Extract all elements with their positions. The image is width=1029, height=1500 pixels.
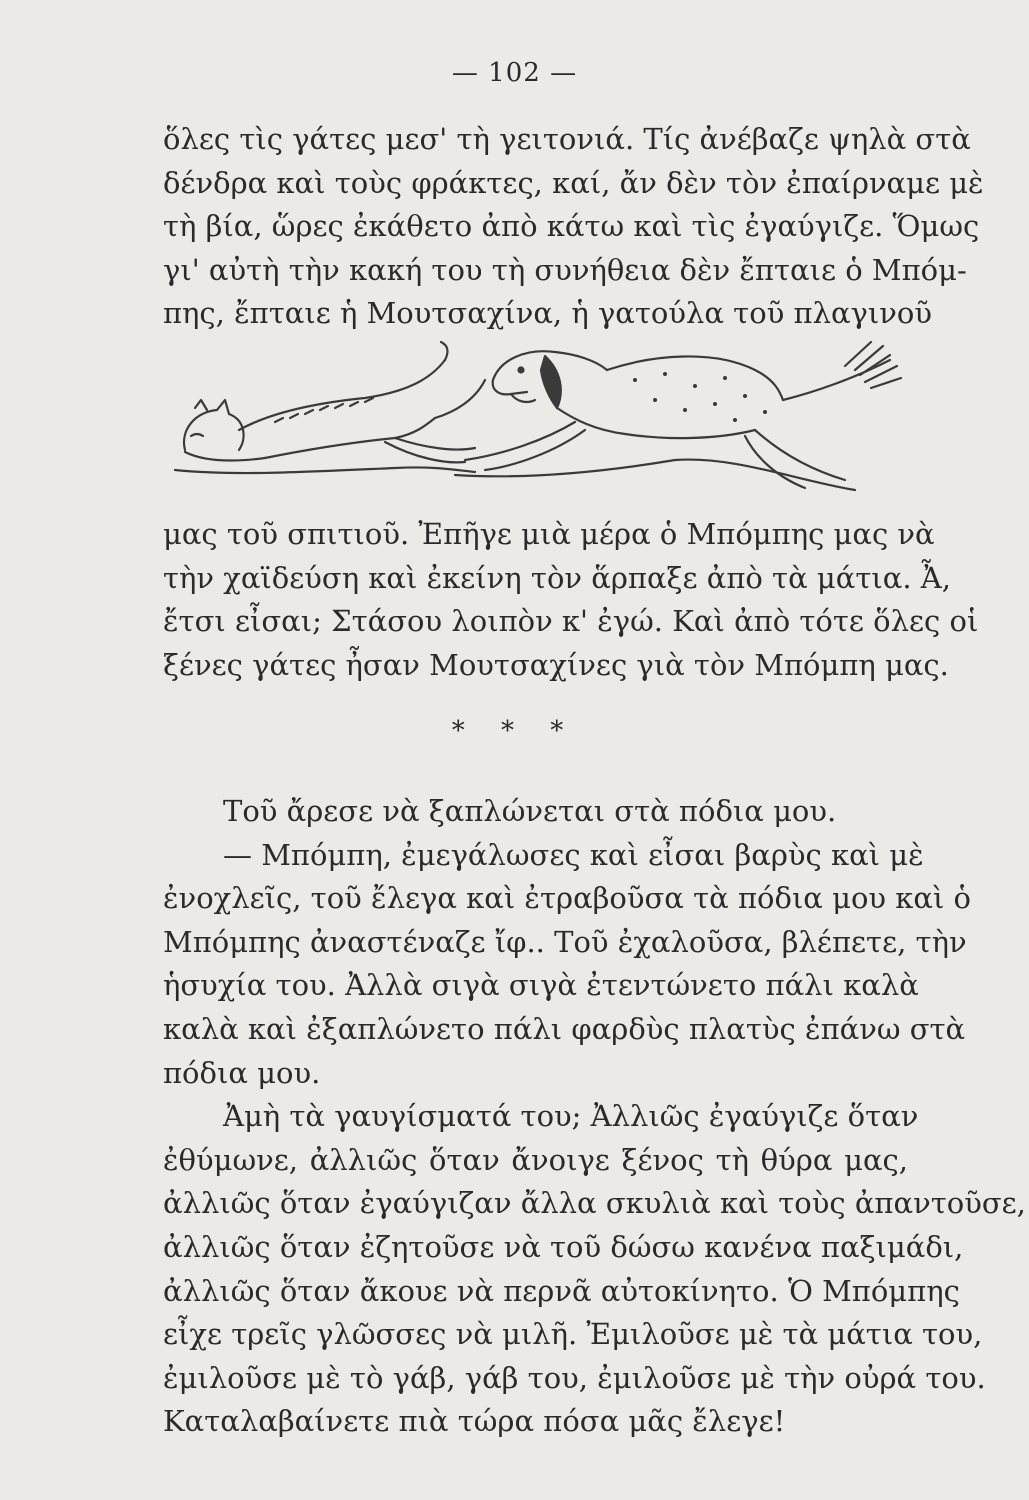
dog-chasing-cat-illustration bbox=[155, 330, 915, 505]
paragraph-2 bbox=[163, 513, 979, 687]
text-line: πόδια μου. bbox=[163, 1055, 321, 1090]
section-separator: * * * bbox=[451, 716, 578, 746]
text-line: ἐνοχλεῖς, τοῦ ἔλεγα καὶ ἐτραβοῦσα τὰ πόδια μου καὶ ὁ bbox=[163, 881, 972, 916]
text-line: μας τοῦ σπιτιοῦ. Ἐπῆγε μιὰ μέρα ὁ Μπόμπης μας νὰ bbox=[163, 517, 935, 551]
body-text bbox=[163, 790, 1026, 1444]
illustration-drawing bbox=[155, 330, 915, 505]
text-line: ἀλλιῶς ὅταν ἐζητοῦσε νὰ τοῦ δώσω κανένα παξιμάδι, bbox=[163, 1229, 964, 1264]
page-number: — 102 — bbox=[451, 58, 578, 88]
text-line: τὴν χαϊδεύση καὶ ἐκείνη τὸν ἅρπαξε ἀπὸ τὰ μάτια. Ἆ, bbox=[163, 560, 951, 595]
text-line: Μπόμπης ἀναστέναζε ἴφ.. Τοῦ ἐχαλοῦσα, βλέπετε, τὴν bbox=[163, 924, 967, 959]
text-line: ἐθύμωνε, ἀλλιῶς ὅταν ἄνοιγε ξένος τὴ θύρα μας, bbox=[163, 1142, 908, 1177]
text-line: δένδρα καὶ τοὺς φράκτες, καί, ἄν δὲν τὸν ἐπαίρναμε μὲ bbox=[163, 165, 984, 200]
text-line: γι' αὐτὴ τὴν κακή του τὴ συνήθεια δὲν ἔπταιε ὁ Μπόμ- bbox=[163, 252, 967, 287]
paragraph-1 bbox=[163, 118, 984, 336]
text-line: ἡσυχία του. Ἀλλὰ σιγὰ σιγὰ ἐτεντώνετο πάλι καλὰ bbox=[163, 968, 919, 1003]
text-line: ἐμιλοῦσε μὲ τὸ γάβ, γάβ του, ἐμιλοῦσε μὲ τὴν οὐρά του. bbox=[163, 1360, 986, 1395]
text-line: Τοῦ ἄρεσε νὰ ξαπλώνεται στὰ πόδια μου. bbox=[223, 794, 837, 828]
text-line: — Μπόμπη, ἐμεγάλωσες καὶ εἶσαι βαρὺς καὶ μὲ bbox=[223, 837, 924, 872]
text-line: εἶχε τρεῖς γλῶσσες νὰ μιλῆ. Ἐμιλοῦσε μὲ τὰ μάτια του, bbox=[163, 1317, 983, 1352]
text-line: ἔτσι εἶσαι; Στάσου λοιπὸν κ' ἐγώ. Καὶ ἀπὸ τότε ὅλες οἱ bbox=[163, 604, 979, 639]
text-line: καλὰ καὶ ἐξαπλώνετο πάλι φαρδὺς πλατὺς ἐπάνω στὰ bbox=[163, 1011, 966, 1046]
text-line: τὴ βία, ὥρες ἐκάθετο ἀπὸ κάτω καὶ τὶς ἐγαύγιζε. Ὅμως bbox=[163, 209, 980, 244]
text-line: πης, ἔπταιε ἡ Μουτσαχίνα, ἡ γατούλα τοῦ πλαγινοῦ bbox=[163, 296, 932, 331]
text-line: ἀλλιῶς ὅταν ἐγαύγιζαν ἄλλα σκυλιὰ καὶ τοὺς ἀπαντοῦσε, bbox=[163, 1186, 1026, 1221]
text-line: ξένες γάτες ἦσαν Μουτσαχίνες γιὰ τὸν Μπόμπη μας. bbox=[163, 647, 949, 682]
text-line: ὅλες τὶς γάτες μεσ' τὴ γειτονιά. Τίς ἀνέβαζε ψηλὰ στὰ bbox=[163, 122, 971, 156]
text-line: ἀλλιῶς ὅταν ἄκουε νὰ περνᾶ αὐτοκίνητο. Ὁ Μπόμπης bbox=[163, 1273, 960, 1308]
text-line: Ἀμὴ τὰ γαυγίσματά του; Ἀλλιῶς ἐγαύγιζε ὅταν bbox=[223, 1099, 919, 1134]
text-line: Καταλαβαίνετε πιὰ τώρα πόσα μᾶς ἔλεγε! bbox=[163, 1404, 786, 1439]
